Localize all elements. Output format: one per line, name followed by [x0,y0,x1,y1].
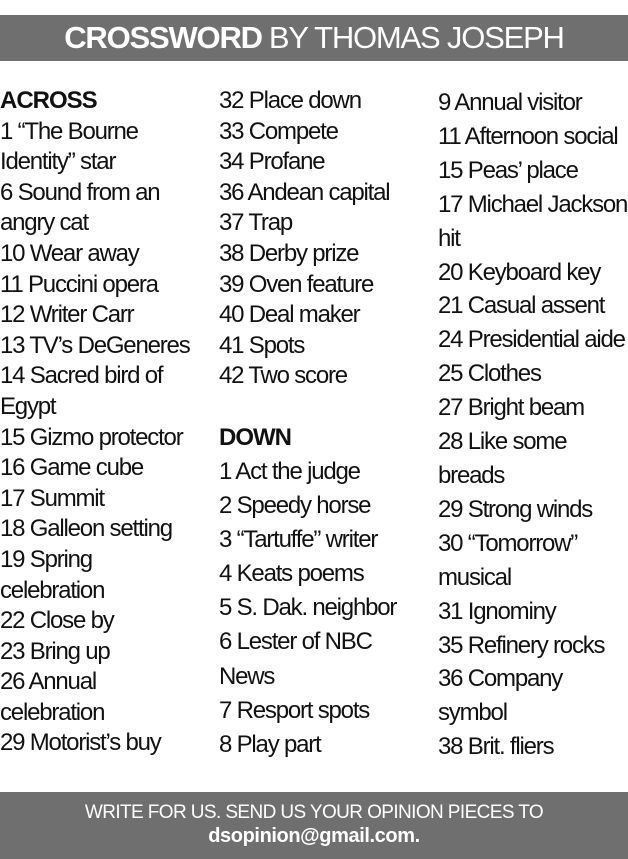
clue-line: 1 “The Bourne [0,117,138,145]
clue-line: 6 Sound from an [0,178,160,206]
clue-line: 4 Keats poems [219,560,364,588]
clue-line: 42 Two score [219,362,347,390]
clue-line: 33 Compete [219,117,338,145]
clue-line: Egypt [0,392,56,420]
clue-line: 7 Resport spots [219,696,370,724]
footer-email-link[interactable]: dsopinion@gmail.com. [208,825,420,847]
clue-line: 11 Afternoon social [438,122,618,150]
clue-line: hit [438,224,460,252]
across-clue-list [0,117,216,759]
clue-line: 38 Brit. fliers [438,733,554,761]
clue-line: 8 Play part [219,730,321,758]
clue-line: 38 Derby prize [219,239,359,267]
clue-line: 2 Speedy horse [219,492,371,520]
clue-line: 40 Deal maker [219,301,360,329]
across-clue-list-continued [219,86,435,392]
down-heading: DOWN [219,423,291,451]
clue-line: 25 Clothes [438,360,541,388]
across-heading: ACROSS [0,87,97,114]
clue-line: 29 Motorist’s buy [0,729,161,757]
crossword-title: CROSSWORD [64,20,262,55]
clue-line: 15 Gizmo protector [0,423,183,451]
crossword-byline: BY THOMAS JOSEPH [268,20,564,55]
crossword-title-bar [0,15,628,61]
down-clue-list [219,455,435,762]
clue-line: 22 Close by [0,607,114,635]
clue-line: 35 Refinery rocks [438,631,605,659]
section-gap [219,392,435,421]
clue-line: 32 Place down [219,87,361,114]
clue-line: angry cat [0,209,88,237]
clue-line: Identity” star [0,148,116,176]
clue-line: 11 Puccini opera [0,270,158,298]
clue-line: 26 Annual [0,668,96,696]
clue-line: 12 Writer Carr [0,301,134,329]
clue-line: 18 Galleon setting [0,515,172,543]
clue-line: 20 Keyboard key [438,258,601,286]
clue-line: News [219,662,275,690]
clue-line: 39 Oven feature [219,270,374,298]
clue-line: 23 Bring up [0,637,110,665]
clue-line: 1 Act the judge [219,457,360,485]
clue-line: 28 Like some [438,428,567,456]
clue-line: 21 Casual assent [438,292,605,320]
clue-line: 15 Peas’ place [438,156,578,184]
clue-line: 6 Lester of NBC [219,628,372,656]
clue-line: 34 Profane [219,148,325,176]
clue-line: 36 Company [438,665,563,693]
footer-bar [0,792,628,859]
clue-line: 14 Sacred bird of [0,362,163,390]
clue-line: 36 Andean capital [219,178,390,206]
clue-line: 24 Presidential aide [438,326,625,354]
clue-line: 37 Trap [219,209,292,237]
clue-line: 41 Spots [219,331,305,359]
clue-line: 19 Spring [0,545,92,573]
clue-line: 16 Game cube [0,454,144,482]
down-clue-list-continued [438,86,628,764]
clue-line: musical [438,563,511,591]
clue-column-1 [0,86,216,759]
clue-column-3 [438,86,628,764]
clue-line: 29 Strong winds [438,495,593,523]
clue-line: 13 TV’s DeGeneres [0,331,190,359]
footer-callout: WRITE FOR US. SEND US YOUR OPINION PIECES TO [84,802,544,823]
clue-column-2 [219,86,435,762]
clue-line: 10 Wear away [0,239,139,267]
clue-line: 30 “Tomorrow” [438,529,578,557]
clue-line: 9 Annual visitor [438,89,582,116]
clue-line: 3 “Tartuffe” writer [219,526,378,554]
clue-line: 27 Bright beam [438,394,584,422]
clue-line: 31 Ignominy [438,597,556,625]
clue-line: celebration [0,698,105,726]
clue-line: 17 Summit [0,484,104,512]
clue-line: 17 Michael Jackson [438,190,628,218]
clue-line: breads [438,461,505,489]
clue-line: 5 S. Dak. neighbor [219,594,397,622]
clue-line: symbol [438,699,507,727]
clue-line: celebration [0,576,105,604]
